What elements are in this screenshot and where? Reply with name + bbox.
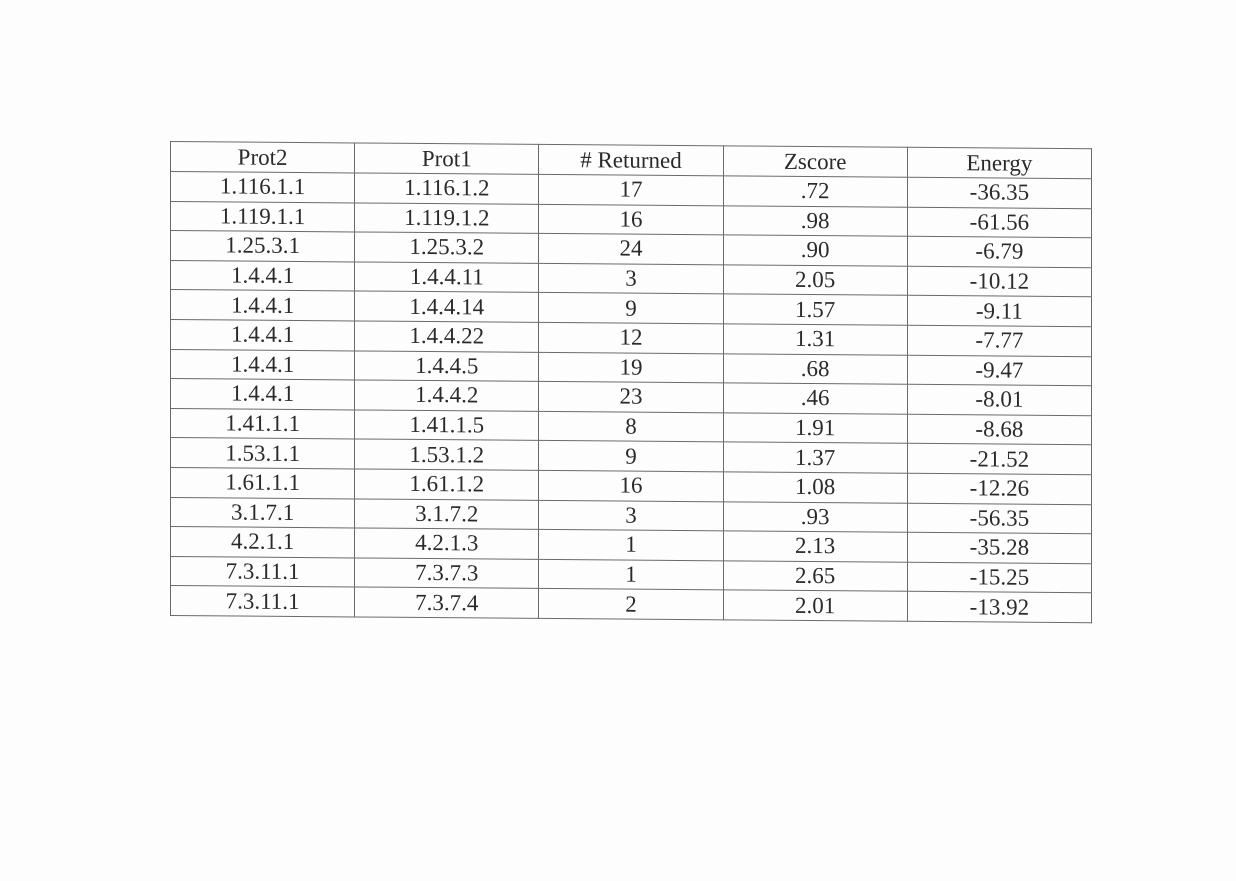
cell-zscore: .72 <box>723 176 907 207</box>
cell-prot1: 1.61.1.2 <box>355 469 539 500</box>
cell-energy: -10.12 <box>907 266 1091 297</box>
cell-prot1: 1.4.4.5 <box>355 351 539 382</box>
cell-prot2: 1.4.4.1 <box>171 379 355 410</box>
cell-returned: 3 <box>539 263 723 294</box>
cell-returned: 17 <box>539 174 723 205</box>
cell-zscore: .98 <box>723 205 907 236</box>
cell-zscore: 1.91 <box>723 413 907 444</box>
cell-prot2: 1.4.4.1 <box>171 260 355 291</box>
cell-energy: -7.77 <box>907 325 1091 356</box>
header-returned: # Returned <box>539 144 723 175</box>
cell-prot2: 7.3.11.1 <box>171 586 355 617</box>
cell-prot1: 1.41.1.5 <box>355 410 539 441</box>
cell-returned: 12 <box>539 322 723 353</box>
cell-energy: -12.26 <box>907 473 1091 504</box>
cell-returned: 1 <box>539 559 723 590</box>
cell-returned: 24 <box>539 234 723 265</box>
cell-prot1: 7.3.7.4 <box>355 587 539 618</box>
cell-returned: 8 <box>539 411 723 442</box>
cell-zscore: 2.65 <box>723 561 907 592</box>
cell-energy: -6.79 <box>907 236 1091 267</box>
cell-energy: -61.56 <box>907 207 1091 238</box>
cell-prot2: 1.61.1.1 <box>171 467 355 498</box>
cell-prot2: 1.53.1.1 <box>171 438 355 469</box>
cell-energy: -8.01 <box>907 384 1091 415</box>
cell-prot1: 7.3.7.3 <box>355 558 539 589</box>
cell-prot1: 1.4.4.14 <box>355 291 539 322</box>
header-zscore: Zscore <box>723 146 907 177</box>
table-body <box>171 172 1092 623</box>
cell-zscore: .93 <box>723 501 907 532</box>
cell-prot1: 1.53.1.2 <box>355 439 539 470</box>
cell-energy: -36.35 <box>907 177 1091 208</box>
cell-returned: 9 <box>539 293 723 324</box>
cell-prot1: 1.4.4.22 <box>355 321 539 352</box>
cell-prot2: 1.4.4.1 <box>171 319 355 350</box>
cell-returned: 2 <box>539 589 723 620</box>
cell-zscore: 2.01 <box>723 590 907 621</box>
cell-prot2: 1.4.4.1 <box>171 290 355 321</box>
cell-prot2: 3.1.7.1 <box>171 497 355 528</box>
cell-returned: 19 <box>539 352 723 383</box>
cell-returned: 1 <box>539 530 723 561</box>
cell-prot2: 1.4.4.1 <box>171 349 355 380</box>
cell-returned: 3 <box>539 500 723 531</box>
cell-prot2: 1.41.1.1 <box>171 408 355 439</box>
table-container <box>170 141 1092 623</box>
results-table <box>170 141 1092 623</box>
cell-prot1: 3.1.7.2 <box>355 498 539 529</box>
cell-zscore: 2.13 <box>723 531 907 562</box>
cell-prot2: 7.3.11.1 <box>171 556 355 587</box>
cell-prot1: 1.116.1.2 <box>355 173 539 204</box>
cell-zscore: .46 <box>723 383 907 414</box>
cell-zscore: 2.05 <box>723 265 907 296</box>
cell-zscore: .68 <box>723 353 907 384</box>
cell-energy: -21.52 <box>907 444 1091 475</box>
table-row <box>171 586 1092 623</box>
header-prot1: Prot1 <box>355 143 539 174</box>
cell-returned: 9 <box>539 441 723 472</box>
cell-energy: -13.92 <box>907 592 1091 623</box>
cell-returned: 23 <box>539 382 723 413</box>
cell-prot1: 1.4.4.2 <box>355 380 539 411</box>
cell-energy: -9.11 <box>907 296 1091 327</box>
header-energy: Energy <box>907 147 1091 178</box>
cell-zscore: .90 <box>723 235 907 266</box>
cell-returned: 16 <box>539 470 723 501</box>
cell-zscore: 1.31 <box>723 324 907 355</box>
cell-prot1: 1.25.3.2 <box>355 232 539 263</box>
cell-energy: -35.28 <box>907 532 1091 563</box>
cell-prot2: 1.119.1.1 <box>171 201 355 232</box>
cell-prot2: 1.25.3.1 <box>171 231 355 262</box>
cell-zscore: 1.08 <box>723 472 907 503</box>
cell-energy: -8.68 <box>907 414 1091 445</box>
header-prot2: Prot2 <box>171 142 355 173</box>
cell-energy: -56.35 <box>907 503 1091 534</box>
cell-prot1: 1.4.4.11 <box>355 262 539 293</box>
cell-zscore: 1.57 <box>723 294 907 325</box>
cell-prot2: 4.2.1.1 <box>171 527 355 558</box>
cell-energy: -15.25 <box>907 562 1091 593</box>
cell-returned: 16 <box>539 204 723 235</box>
cell-prot1: 4.2.1.3 <box>355 528 539 559</box>
cell-energy: -9.47 <box>907 355 1091 386</box>
cell-prot1: 1.119.1.2 <box>355 203 539 234</box>
cell-prot2: 1.116.1.1 <box>171 172 355 203</box>
cell-zscore: 1.37 <box>723 442 907 473</box>
